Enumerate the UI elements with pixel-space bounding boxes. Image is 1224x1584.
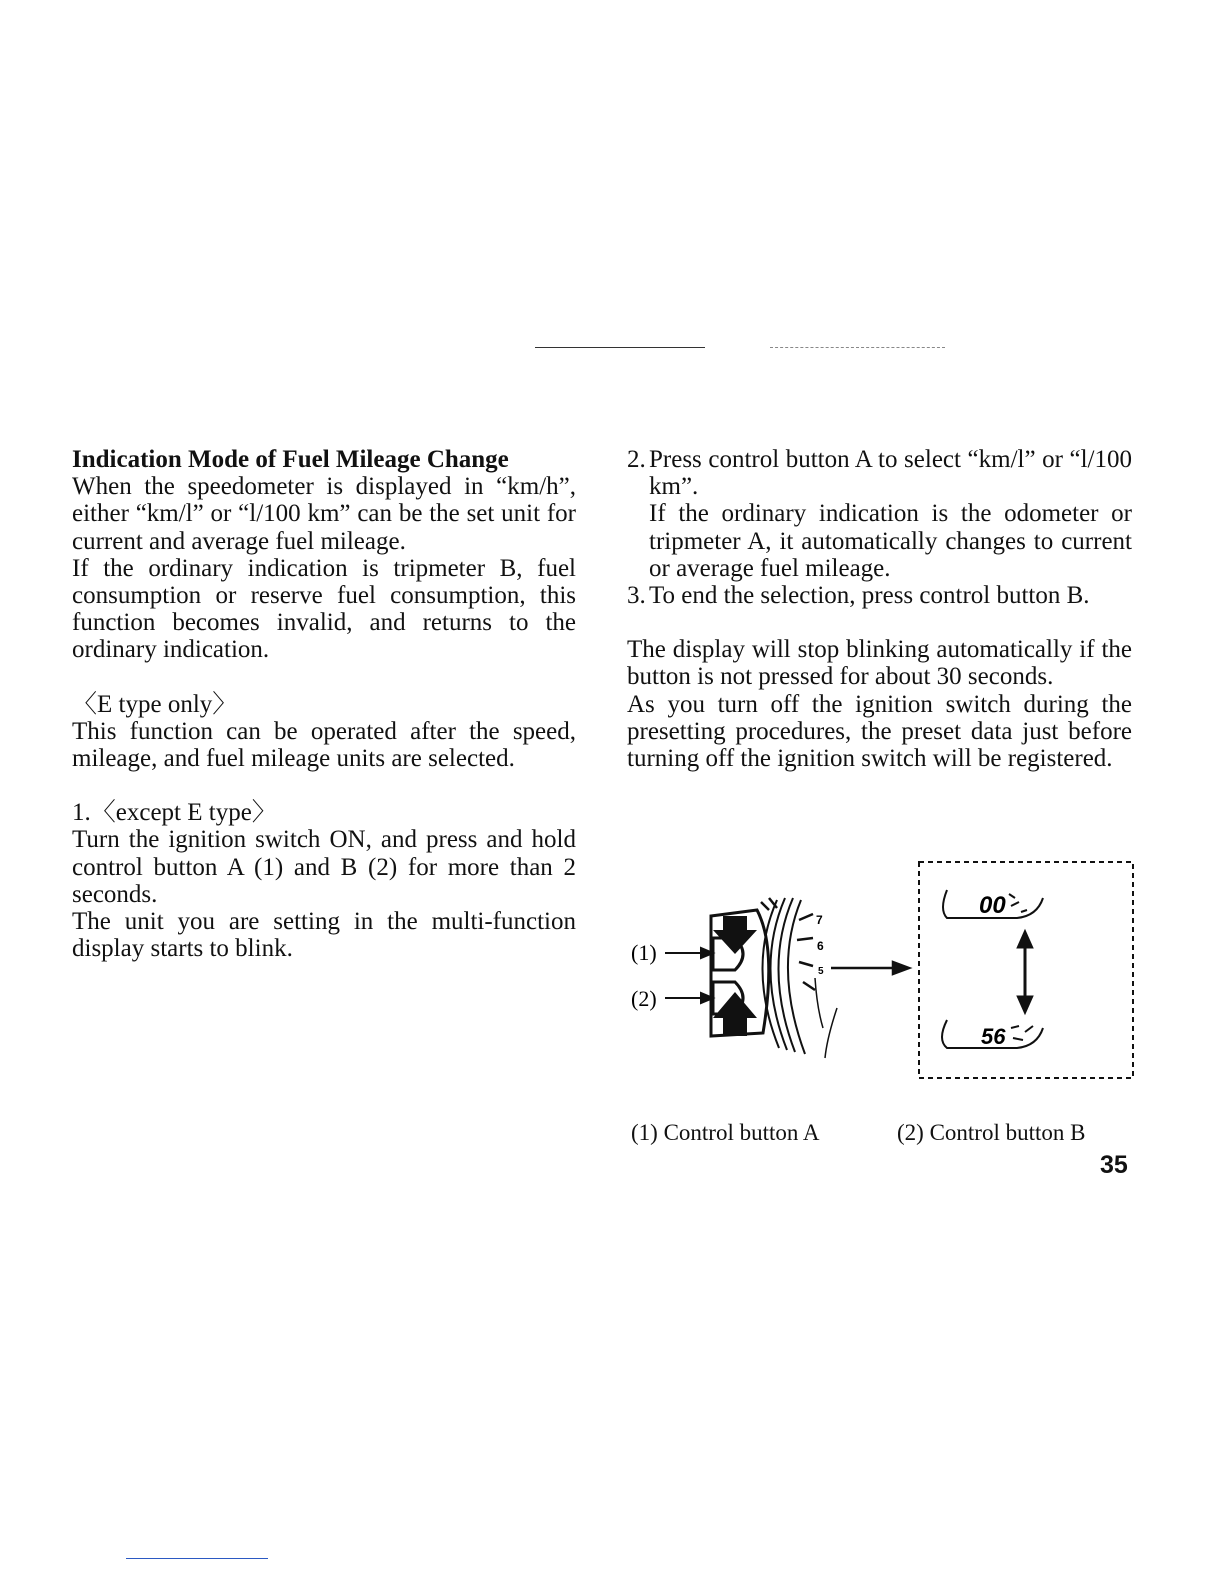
figure-illustration [627, 858, 1137, 1088]
step-2-number: 2. [627, 446, 646, 473]
control-button-a [713, 916, 757, 970]
step-2-text: Press control button A to select “km/l” or “l/100 km”. [649, 446, 1132, 501]
label-button-a: (1) [631, 940, 657, 965]
paragraph-invalid: If the ordinary indication is tripmeter B, fuel consumption or reserve fuel consumption, this function becomes invalid, and returns to the ordinary indication. [72, 554, 576, 664]
step-2-text-2: If the ordinary indication is the odometer or tripmeter A, it automatically changes to current or average fuel mileage. [649, 500, 1132, 582]
label-button-b: (2) [631, 986, 657, 1011]
gauge-tick-6: 6 [817, 939, 824, 953]
step-2 [627, 446, 1132, 582]
step-3 [627, 582, 1132, 609]
caption-control-button-a: (1) Control button A [631, 1120, 820, 1145]
right-column [627, 446, 1132, 772]
toggle-double-arrow-icon [1017, 930, 1033, 1014]
type-note: 〈E type only〉 [72, 690, 238, 718]
caption-control-button-b: (2) Control button B [897, 1120, 1086, 1145]
step-3-number: 3. [627, 582, 646, 610]
display-bottom [942, 1020, 1043, 1049]
step-1-header [72, 799, 576, 826]
transition-arrow-icon [831, 962, 909, 974]
paragraph-intro: When the speedometer is displayed in “km/h”, either “km/l” or “l/100 km” can be the set unit for current and average fuel mileage. [72, 473, 576, 555]
gauge-tick-5: 5 [818, 966, 824, 977]
step-1-label: 〈except E type〉 [90, 799, 277, 827]
display-bottom-value: 56 [981, 1024, 1006, 1049]
step-1-number: 1. [72, 799, 91, 827]
paragraph-blinking: The display will stop blinking automatically if the button is not pressed for about 30 seconds. [627, 636, 1132, 691]
step-3-text: To end the selection, press control button B. [649, 582, 1090, 610]
paragraph-ignition: As you turn off the ignition switch during the presetting procedures, the preset data just before turning off the ignition switch will be registered. [627, 690, 1132, 773]
label-pointers [665, 948, 713, 1003]
bottom-rule [126, 1558, 268, 1559]
top-rule-dotted [770, 347, 945, 348]
paragraph-operation: This function can be operated after the speed, mileage, and fuel mileage units are selected. [72, 717, 576, 773]
step-1-text-2: The unit you are setting in the multi-function display starts to blink. [72, 908, 576, 963]
step-1-text: Turn the ignition switch ON, and press and hold control button A (1) and B (2) for more than 2 seconds. [72, 826, 576, 908]
gauge-arcs [762, 898, 837, 1058]
control-button-figure [627, 858, 1137, 1088]
gauge-tick-7: 7 [816, 913, 823, 927]
top-rule [535, 347, 705, 348]
section-heading: Indication Mode of Fuel Mileage Change [72, 446, 509, 473]
left-column [72, 446, 576, 962]
display-top-value: 00 [979, 892, 1006, 919]
page-number: 35 [1100, 1151, 1128, 1179]
display-top [943, 890, 1043, 919]
control-button-b [713, 982, 757, 1036]
